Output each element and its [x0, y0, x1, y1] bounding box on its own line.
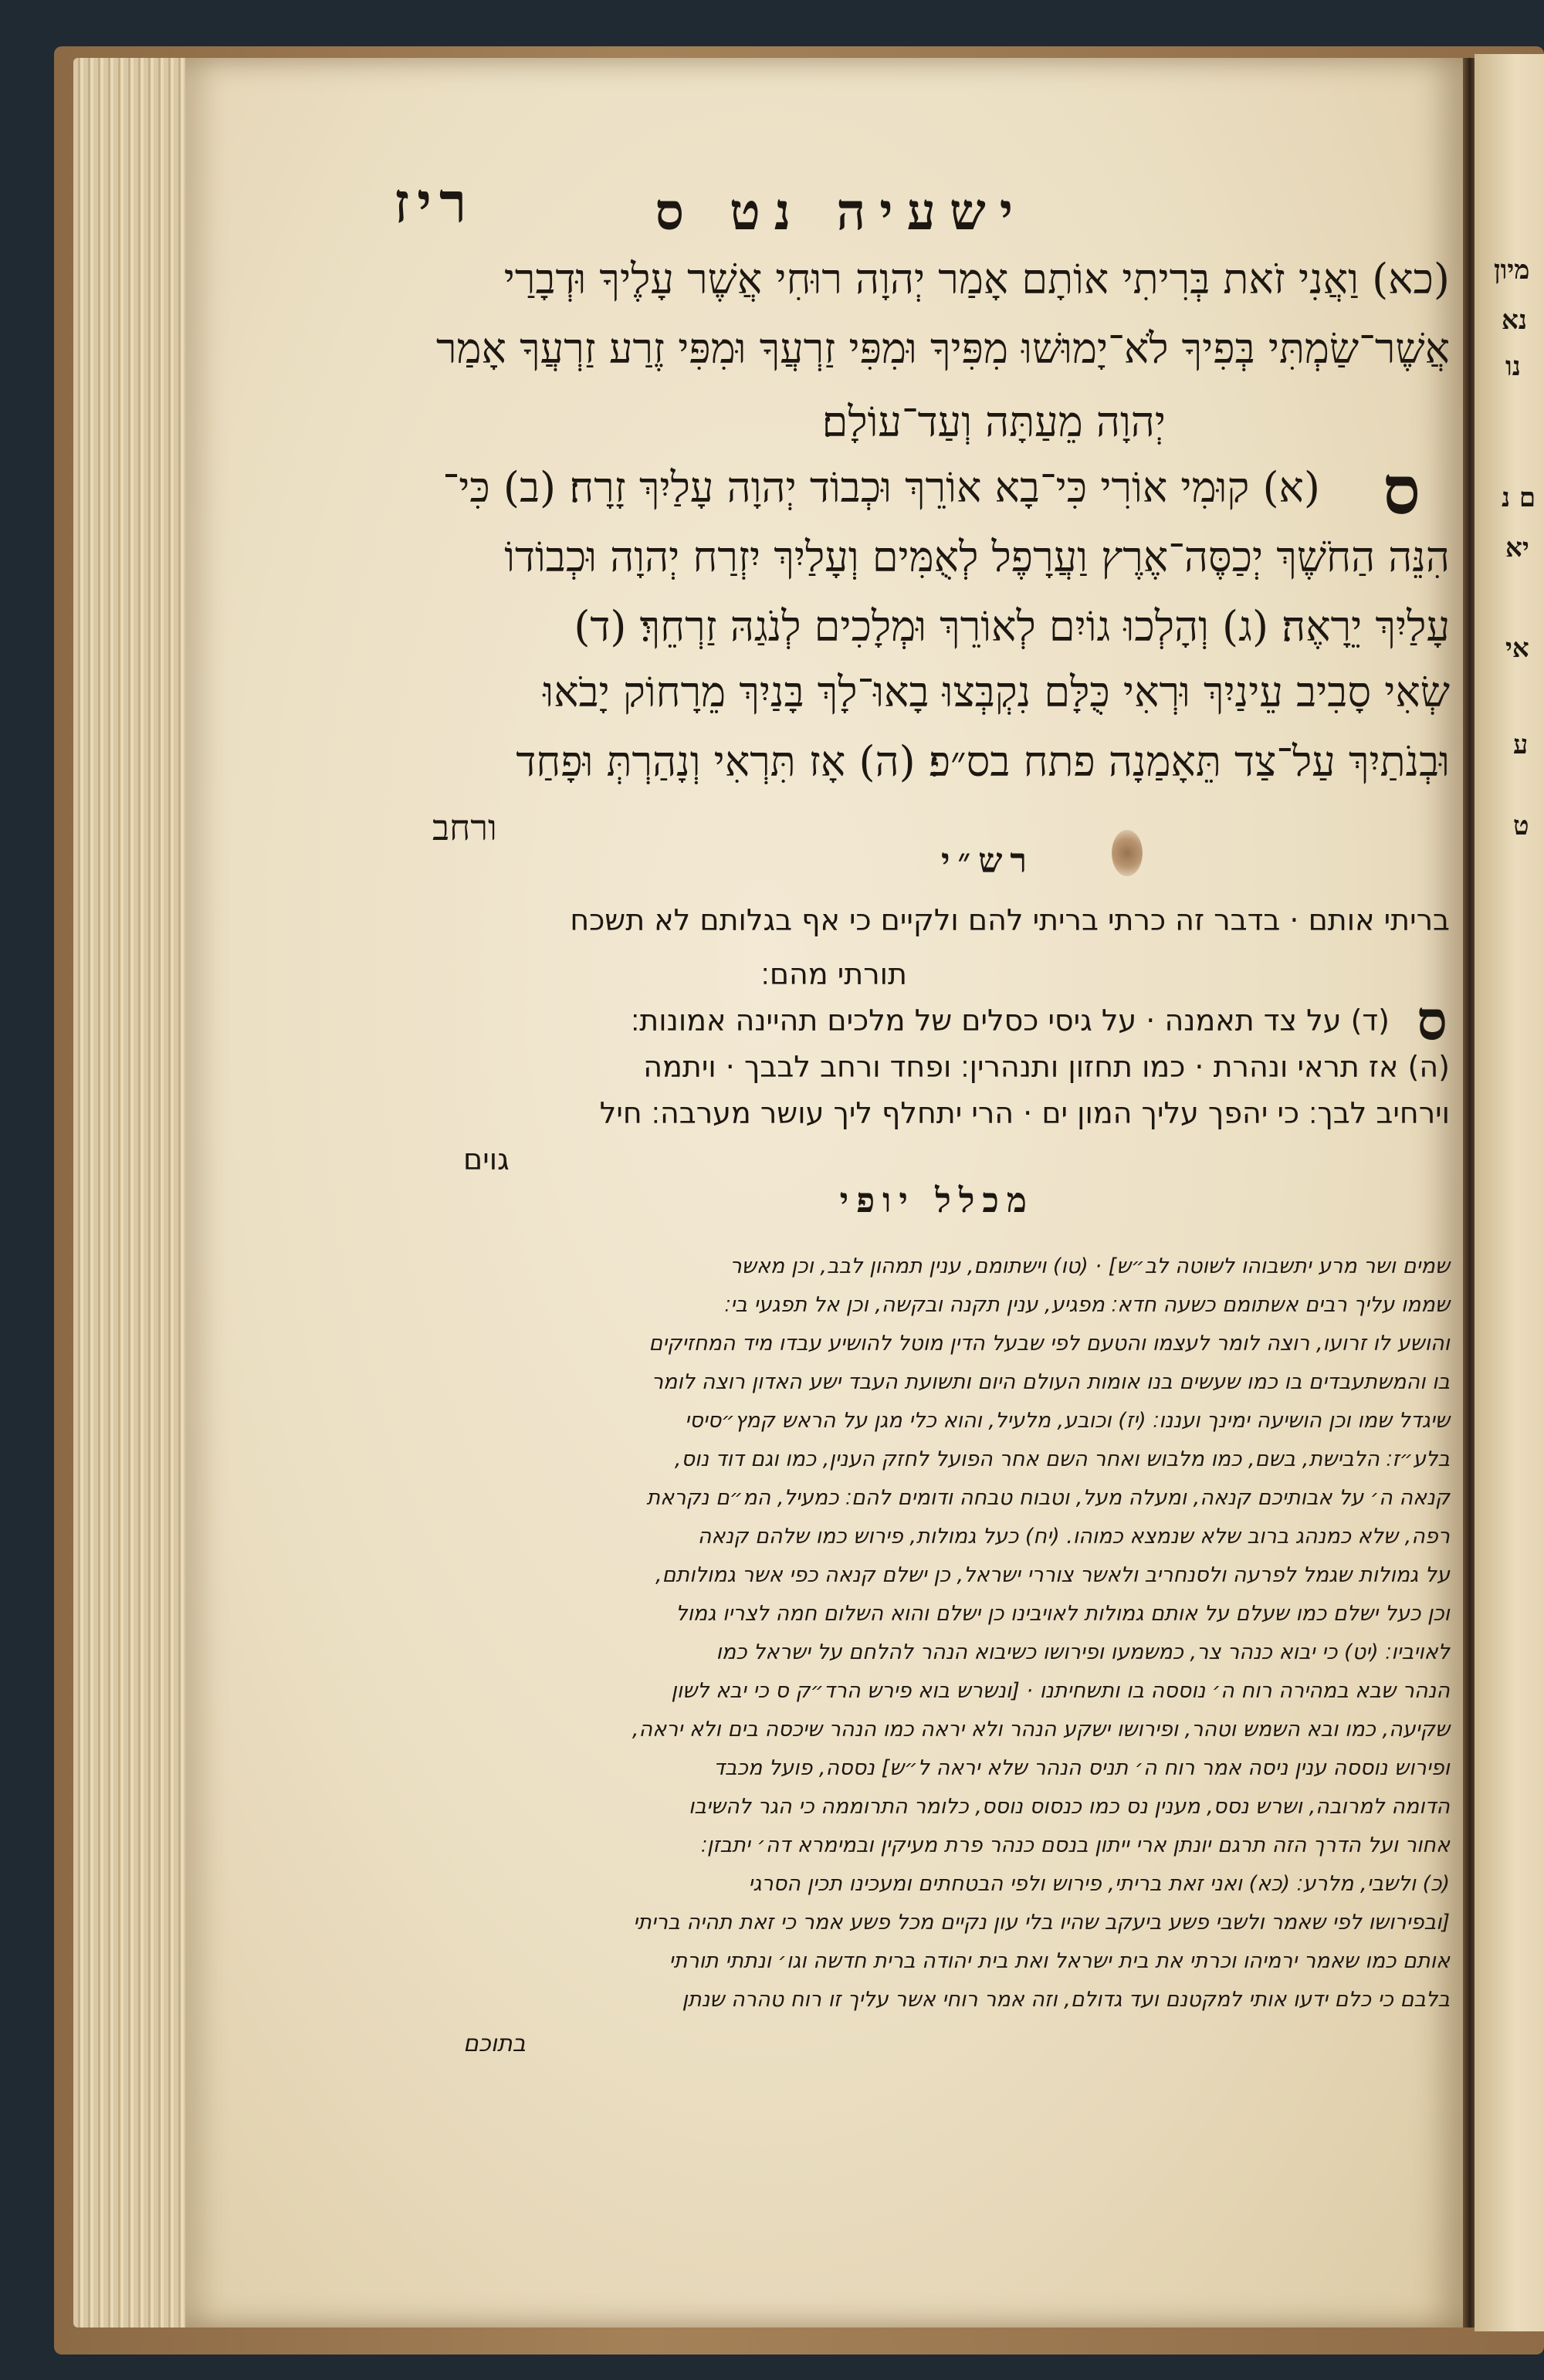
- verse-line: הִנֵּה הַחֹשֶׁךְ יְכַסֶּה־אֶרֶץ וַעֲרָפֶל לְאֻמִּים וְעָלַיִךְ יִזְרַח יְהוָה וּכְבוֹדוֹ: [504, 533, 1450, 581]
- rashi-line: (ד) על צד תאמנה · על גיסי כסלים של מלכים תהיינה אמונות׃: [631, 1004, 1390, 1038]
- verse-line: עָלַיִךְ יֵרָאֶה׃ (ג) וְהָלְכוּ גוֹיִם לְאוֹרֵךְ וּמְלָכִים לְנֹגַהּ זַרְחֵךְ׃ (ד): [574, 602, 1450, 651]
- commentary-line: (כ) ולשבי, מלרע׃ (כא) ואני זאת בריתי, פירוש ולפי הבטחתים ומעכינו תכין הסרגי: [748, 1872, 1450, 1896]
- edge-fragment: יא: [1505, 533, 1529, 564]
- folio-number: ריז: [394, 170, 475, 235]
- catchword: ורחב: [432, 807, 497, 848]
- edge-fragment: אי: [1505, 633, 1529, 664]
- edge-fragment: נא: [1502, 305, 1527, 336]
- commentary-line: בו והמשתעבדים בו כמו שעשים בנו אומות העולם היום ותשועת העבד ישע האדון רוצה לומר: [651, 1370, 1450, 1394]
- commentary-line: וכן כעל ישלם כמו שעלם על אותם גמולות לאויבינו כן ישלם והוא השלום חמה לצריו גמול: [676, 1602, 1450, 1626]
- commentary-line: והושע לו זרועו, רוצה לומר לעצמו והטעם לפי שבעל הדין מוטל להושיע עבדו מיד המחזיקים: [648, 1332, 1450, 1356]
- running-head-title: ישעיה נט ס: [655, 181, 1027, 242]
- rashi-line: בריתי אותם · בדבר זה כרתי בריתי להם ולקיים כי אף בגלותם לא תשכח: [570, 903, 1450, 937]
- verse-line: שְׂאִי סָבִיב עֵינַיִךְ וּרְאִי כֻּלָּם נִקְבְּצוּ בָאוּ־לָךְ בָּנַיִךְ מֵרָחוֹק יָבֹאוּ: [543, 668, 1450, 716]
- commentary-line: שמים ושר מרע יתשבוהו לשוטה לב״ש] · (טו) וישתומם, ענין תמהון לבב, וכן מאשר: [730, 1254, 1450, 1278]
- commentary-heading: מכלל יופי: [839, 1181, 1034, 1220]
- commentary-line: ופירוש נוססה ענין ניסה אמר רוח ה׳ תניס הנהר שלא יראה ל״ש] נססה, פועל מכבד: [713, 1756, 1450, 1780]
- paper-stain: [1112, 830, 1143, 876]
- commentary-line: קנאה ה׳ על אבותיכם קנאה, ומעלה מעל, וטבוח טבחה ודומים להם׃ כמעיל, המ״ם נקראת: [646, 1486, 1450, 1510]
- section-marker: ס: [1417, 988, 1448, 1052]
- commentary-line: הנהר שבא במהירה רוח ה׳ נוססה בו ותשחיתנו · [ונשרש בוא פירש הרד״ק ס כי יבא לשון: [671, 1679, 1450, 1703]
- commentary-line: אותם כמו שאמר ירמיהו וכרתי את בית ישראל ואת בית יהודה ברית חדשה וגו׳ ונתתי תורתי: [669, 1949, 1450, 1973]
- verse-line: (א) קוּמִי אוֹרִי כִּי־בָא אוֹרֵךְ וּכְבוֹד יְהוָה עָלַיִךְ זָרָח׃ (ב) כִּי־: [442, 463, 1320, 512]
- commentary-line: שיגדל שמו וכן הושיעה ימינך ועננו׃ (יז) וכובע, מלעיל, והוא כלי מגן על הראש קמץ״סיסי: [685, 1409, 1450, 1433]
- verse-line: יְהוָה מֵעַתָּה וְעַד־עוֹלָם׃: [821, 398, 1166, 446]
- commentary-line: בלע״ז׃ הלבישת, בשם, כמו מלבוש ואחר השם אחר הפועל לחזק הענין, כמו וגם דוד נוס,: [674, 1447, 1450, 1471]
- verse-line: (כא) וַאֲנִי זֹאת בְּרִיתִי אוֹתָם אָמַר יְהוָה רוּחִי אֲשֶׁר עָלֶיךָ וּדְבָרַי: [503, 255, 1450, 303]
- commentary-line: על גמולות שגמל לפרעה ולסנחריב ולאשר צוררי ישראל, כן ישלם קנאה כפי אשר גמולותם,: [655, 1563, 1450, 1587]
- catchword: בתוכם: [463, 2030, 527, 2057]
- right-page-edge: [1475, 54, 1544, 2331]
- verse-line: וּבְנֹתַיִךְ עַל־צַד תֵּאָמַנָה פתח בס״פ׃ (ה) אָז תִּרְאִי וְנָהַרְתְּ וּפָחַד: [516, 737, 1450, 786]
- edge-fragment: ם נ: [1502, 482, 1536, 513]
- commentary-line: רפה, שלא כמנהג ברוב שלא שנמצא כמוהו. (יח) כעל גמולות, פירוש כמו שלהם קנאה: [697, 1525, 1450, 1549]
- commentary-line: בלבם כי כלם ידעו אותי למקטנם ועד גדולם, וזה אמר רוחי אשר עליך זו רוח טהרה שנתן: [682, 1988, 1450, 2012]
- section-marker: ס: [1383, 452, 1420, 530]
- edge-fragment: מיון: [1494, 255, 1530, 286]
- rashi-heading: רש״י: [940, 841, 1034, 881]
- catchword: גוים: [463, 1143, 510, 1176]
- rashi-line: תורתי מהם׃: [760, 957, 907, 991]
- rashi-line: וירחיב לבך׃ כי יהפך עליך המון ים · הרי יתחלף ליך עושר מערבה׃ חיל: [599, 1096, 1450, 1130]
- edge-fragment: ע: [1513, 730, 1529, 760]
- commentary-line: אחור ועל הדרך הזה תרגם יונתן ארי ייתון בנסם כנהר פרת מעיקין ובמימרא דה׳ יתבזן׃: [700, 1833, 1450, 1857]
- rashi-line: (ה) אז תראי ונהרת · כמו תחזון ותנהרין׃ ופחד ורחב לבבך · ויתמה: [643, 1050, 1450, 1084]
- commentary-line: לאויביו׃ (יט) כי יבוא כנהר צר, כמשמעו ופירושו כשיבוא הנהר להלחם על ישראל כמו: [716, 1640, 1450, 1664]
- verse-line: אֲשֶׁר־שַׂמְתִּי בְּפִיךָ לֹא־יָמוּשׁוּ מִפִּיךָ וּמִפִּי זַרְעֲךָ וּמִפִּי זֶרַע זַרְעֲךָ אָמַר: [436, 324, 1450, 373]
- commentary-line: [ובפירושו לפי שאמר ולשבי פשע ביעקב שהיו בלי עון נקיים מכל פשע אמר כי זאת תהיה בריתי: [633, 1911, 1450, 1935]
- edge-fragment: ט: [1513, 811, 1529, 841]
- commentary-line: שקיעה, כמו ובא השמש וטהר, ופירושו ישקע הנהר ולא יראה כמו הנהר שיכסה בים ולא יראה,: [631, 1718, 1450, 1742]
- commentary-line: הדומה למרובה, ושרש נסס, מענין נס כמו כנסוס נוסס, כלומר התרוממה כי הגר להשיבו: [688, 1795, 1450, 1819]
- commentary-line: שממו עליך רבים אשתומם כשעה חדא׃ מפגיע, ענין תקנה ובקשה, וכן אל תפגעי בי׃: [724, 1293, 1450, 1317]
- edge-fragment: נו: [1505, 351, 1521, 382]
